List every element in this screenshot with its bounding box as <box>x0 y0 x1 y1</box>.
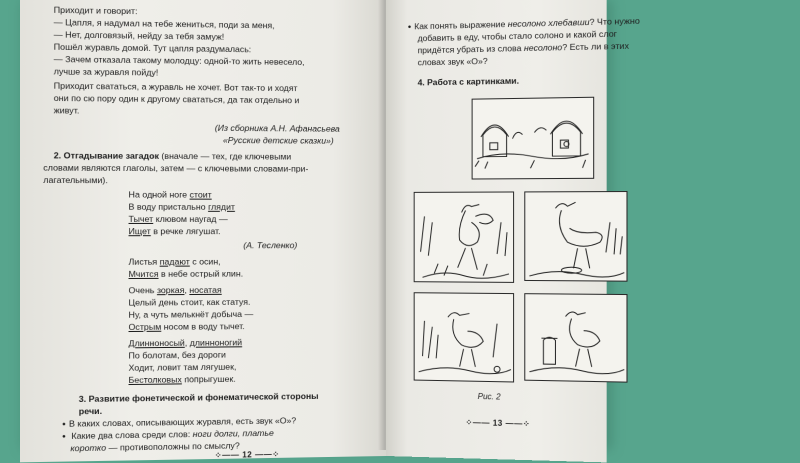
story-line: — Зачем отказала такому молодцу: одной-то жить невесело, <box>53 53 305 68</box>
section-2-heading <box>54 150 291 162</box>
section-2-title-rest: (вначале — тех, где ключевыми <box>158 150 292 162</box>
question-line: ● Как понять выражение несолоно хлебавши? Что нужно <box>408 16 640 35</box>
riddle-line: Листья падают с осин, <box>128 256 221 267</box>
heron-illustration <box>525 192 626 281</box>
page-number: 13 <box>492 418 503 428</box>
page-number-row: ⁘—— 13 ——⁘ <box>465 417 531 429</box>
figure-caption: Рис. 2 <box>477 391 501 402</box>
section-2-line: словами являются глаголы, затем — с ключевыми словами-при- <box>43 162 309 174</box>
source-line-1: (Из сборника А.Н. Афанасьева <box>214 122 340 134</box>
section-3-title: речи. <box>78 405 103 417</box>
left-page <box>20 0 386 462</box>
picture-crane-water <box>414 292 514 382</box>
crane-illustration <box>415 192 513 281</box>
story-line: Пошёл журавль домой. Тут цапля раздумалась: <box>53 41 252 55</box>
question-line: придётся убрать из слова несолоно? Есть ли в этих <box>417 40 629 56</box>
story-line: они по сю пору один к другому свататься, да так отдельно и <box>53 92 300 106</box>
riddle-line: Очень зоркая, носатая <box>128 284 222 296</box>
picture-heron-walking <box>524 191 627 282</box>
page-number: 12 <box>242 450 253 460</box>
picture-crane-dancing <box>414 191 514 282</box>
heron-jug-illustration <box>525 294 626 381</box>
riddle-line: На одной ноге стоит <box>128 189 212 200</box>
page-number-row: ⁘—— 12 ——⁘ <box>214 449 280 460</box>
riddle-line: Длинноносый, длинноногий <box>128 337 243 349</box>
riddle-line: Ищет в речке лягушат. <box>128 226 221 237</box>
bullet-item: ● Какие два слова среди слов: ноги долги, платье <box>62 428 274 444</box>
source-line-2: «Русские детские сказки») <box>222 134 334 146</box>
story-line: живут. <box>53 105 80 116</box>
bullet-item-continued: коротко — противоположны по смыслу? <box>70 440 240 454</box>
story-line: Приходит и говорит: <box>53 4 138 17</box>
section-3-title: 3. Развитие фонетической и фонематической стороны <box>78 390 319 405</box>
question-line: словах звук «О»? <box>417 55 488 68</box>
section-2-line: лагательными). <box>43 174 108 186</box>
riddle-line: В воду пристально глядит <box>128 201 235 212</box>
picture-heron-jug <box>524 293 627 382</box>
section-4-title: 4. Работа с картинками. <box>417 75 520 88</box>
question-line: добавить в еду, чтобы стало солоно и какой слог <box>417 28 617 44</box>
riddle-line: По болотам, без дороги <box>128 349 226 361</box>
riddle-line: Тычет клювом наугад — <box>128 213 228 224</box>
crane-water-illustration <box>415 293 513 381</box>
riddle-line: Мчится в небе острый клин. <box>128 268 244 280</box>
riddle-line: Острым носом в воду тычет. <box>128 321 245 333</box>
riddle-author: (А. Тесленко) <box>243 240 298 251</box>
story-line: Приходит свататься, а журавль не хочет. Вот так-то и ходят <box>53 80 298 94</box>
story-line: — Нет, долговязый, нейду за тебя замуж! <box>53 29 225 42</box>
picture-houses <box>472 97 595 180</box>
story-line: — Цапля, я надумал на тебе жениться, поди за меня, <box>53 16 275 31</box>
riddle-line: Ну, а чуть мелькнёт добыча — <box>128 308 254 320</box>
story-line: лучше за журавля пойду! <box>53 66 159 78</box>
right-page <box>386 0 640 462</box>
riddle-line: Бестолковых попрыгушек. <box>128 373 236 386</box>
riddle-line: Целый день стоит, как статуя. <box>128 296 251 308</box>
houses-illustration <box>473 98 594 179</box>
section-2-title: 2. Отгадывание загадок <box>53 150 159 161</box>
bullet-item: ● В каких словах, описывающих журавля, есть звук «О»? <box>62 415 296 431</box>
riddle-line: Ходит, ловит там лягушек, <box>128 361 237 373</box>
